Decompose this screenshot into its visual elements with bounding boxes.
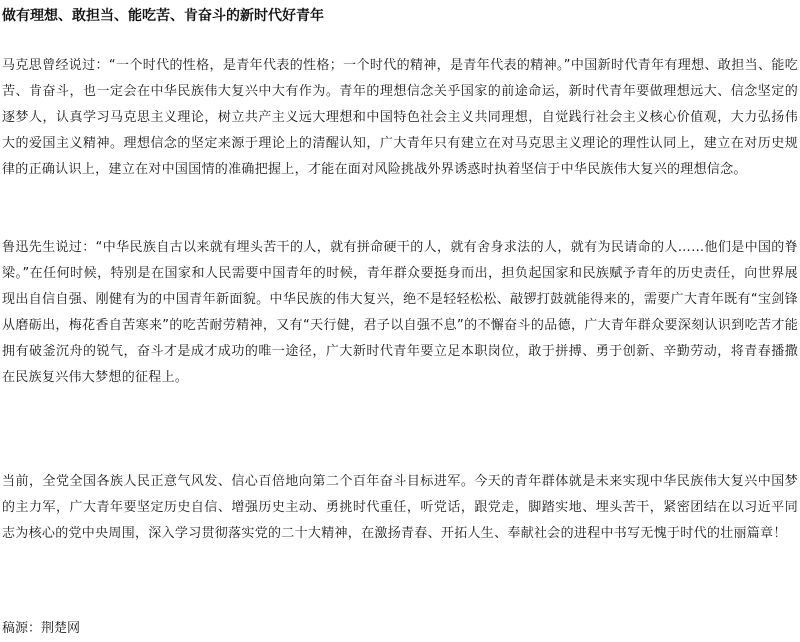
article-paragraph: 马克思曾经说过：“一个时代的性格，是青年代表的性格；一个时代的精神，是青年代表的精神。”中国新时代青年有理想、敢担当、能吃苦、肯奋斗，也一定会在中华民族伟大复兴中大有作为。青年的理想信念关乎国家的前途命运，新时代青年要做理想远大、信念坚定的逐梦人，认真学习马克思主义理论，树立共产主义远大理想和中国特色社会主义共同理想，自觉践行社会主义核心价值观，大力弘扬伟大的爱国主义精神。理想信念的坚定来源于理论上的清醒认知，广大青年只有建立在对马克思主义理论的理性认同上，建立在对历史规律的正确认识上，建立在对中国国情的准确把握上，才能在面对风险挑战外界诱惑时执着坚信于中华民族伟大复兴的理想信念。 xyxy=(2,58,798,177)
article-source: 稿源：荆楚网 xyxy=(2,621,81,636)
article-paragraph: 鲁迅先生说过：“中华民族自古以来就有埋头苦干的人，就有拼命硬干的人，就有舍身求法的人，就有为民请命的人……他们是中国的脊梁。”在任何时候，特别是在国家和人民需要中国青年的时候，青年群众要挺身而出，担负起国家和民族赋予青年的历史责任，向世界展现出自信自强、刚健有为的中国青年新面貌。中华民族的伟大复兴，绝不是轻轻松松、敲锣打鼓就能得来的，需要广大青年既有“宝剑锋从磨砺出，梅花香自苦寒来”的吃苦耐劳精神，又有“天行健，君子以自强不息”的不懈奋斗的品德，广大青年群众要深刻认识到吃苦才能拥有破釜沉舟的锐气，奋斗才是成才成功的唯一途径，广大新时代青年要立足本职岗位，敢于拼搏、勇于创新、辛勤劳动，将青春播撒在民族复兴伟大梦想的征程上。 xyxy=(2,240,798,385)
article-paragraph: 当前，全党全国各族人民正意气风发、信心百倍地向第二个百年奋斗目标进军。今天的青年群体就是未来实现中华民族伟大复兴中国梦的主力军，广大青年要坚定历史自信、增强历史主动、勇挑时代重任，听党话，跟党走，脚踏实地、埋头苦干，紧密团结在以习近平同志为核心的党中央周围，深入学习贯彻落实党的二十大精神，在激扬青春、开拓人生、奉献社会的进程中书写无愧于时代的壮丽篇章！ xyxy=(2,474,798,541)
article-title: 做有理想、敢担当、能吃苦、肯奋斗的新时代好青年 xyxy=(2,8,324,24)
